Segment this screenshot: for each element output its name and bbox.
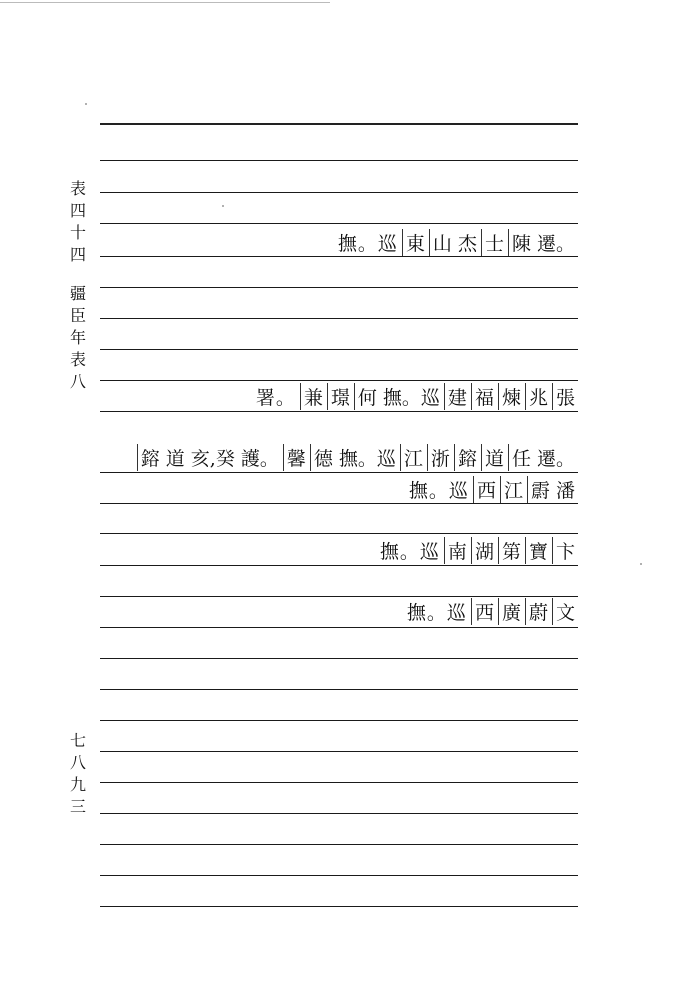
ruled-line (100, 472, 578, 473)
entry-text: 卞 (552, 537, 575, 564)
margin-char: 四 (69, 201, 86, 220)
ruled-line (100, 411, 578, 412)
ruled-line (100, 503, 578, 504)
ruled-line (100, 813, 578, 814)
entry-text: 撫。巡 (408, 479, 469, 502)
ruled-line (100, 689, 578, 690)
entry-text: 東 (402, 229, 425, 256)
entry-text: 第 (498, 537, 521, 564)
margin-char: 十 (69, 223, 86, 242)
entry-row-zhejiang (133, 443, 575, 471)
entry-text: 署。 (255, 386, 296, 409)
scan-speck (222, 205, 224, 207)
entry-text: 蔚 (525, 598, 548, 625)
entry-text: 建 (444, 383, 467, 410)
entry-text: 霨 (527, 476, 550, 503)
margin-char: 七 (69, 731, 86, 750)
entry-text: 浙 (427, 444, 450, 471)
entry-text: 潘 (555, 479, 575, 502)
ruled-line (100, 349, 578, 350)
margin-title-label (68, 283, 88, 393)
ruled-line (100, 256, 578, 257)
scan-speck (640, 563, 642, 565)
margin-char: 三 (69, 797, 86, 816)
entry-text: 任 (508, 444, 531, 471)
ruled-line (100, 782, 578, 783)
scan-edge-line (0, 2, 330, 3)
ruled-line (100, 123, 578, 125)
ruled-line (100, 627, 578, 628)
entry-text: 江 (500, 476, 523, 503)
entry-text: 文 (552, 598, 575, 625)
entry-text: 撫。巡 (379, 540, 440, 563)
entry-text: 道 (165, 447, 185, 470)
entry-text: 煉 (498, 383, 521, 410)
margin-char: 八 (69, 372, 86, 391)
entry-text: 廣 (498, 598, 521, 625)
entry-text: 西 (473, 476, 496, 503)
ruled-line (100, 380, 578, 381)
entry-text: 璟 (327, 383, 350, 410)
margin-char: 四 (69, 245, 86, 264)
entry-text: 鎔 (137, 444, 160, 471)
entry-text: 撫。巡 (406, 601, 467, 624)
entry-text: 何 (354, 383, 377, 410)
entry-row-guangxi (407, 597, 575, 625)
entry-text: 兆 (525, 383, 548, 410)
entry-text: 張 (552, 383, 575, 410)
ruled-line (100, 565, 578, 566)
ruled-line (100, 844, 578, 845)
margin-char: 八 (69, 753, 86, 772)
margin-char: 表 (69, 350, 86, 369)
entry-text: 撫。巡 (338, 447, 396, 470)
entry-text: 士 (481, 229, 504, 256)
entry-text: 山 (429, 229, 452, 256)
margin-char: 表 (69, 179, 86, 198)
margin-char: 九 (69, 775, 86, 794)
entry-text: 道 (481, 444, 504, 471)
entry-text: 馨 (283, 444, 306, 471)
ruled-line (100, 160, 578, 161)
entry-text: 遷。 (536, 447, 575, 470)
entry-row-fujian (256, 382, 575, 410)
ruled-line (100, 720, 578, 721)
entry-text: 鎔 (454, 444, 477, 471)
entry-text: 杰 (457, 232, 477, 255)
entry-row-shandong (338, 228, 575, 256)
entry-text: 德 (310, 444, 333, 471)
entry-row-jiangxi (409, 475, 575, 503)
ruled-line (100, 658, 578, 659)
margin-volume-label (68, 178, 88, 266)
entry-text: 福 (471, 383, 494, 410)
ruled-line (100, 287, 578, 288)
entry-text: 亥,癸 (190, 447, 235, 470)
entry-row-hunan (380, 536, 575, 564)
entry-text: 兼 (300, 383, 323, 410)
ruled-line (100, 906, 578, 907)
entry-text: 寶 (525, 537, 548, 564)
entry-text: 江 (400, 444, 423, 471)
entry-text: 南 (444, 537, 467, 564)
entry-text: 湖 (471, 537, 494, 564)
entry-text: 撫。巡 (382, 386, 440, 409)
ruled-line (100, 318, 578, 319)
margin-char: 年 (69, 328, 86, 347)
ruled-line (100, 751, 578, 752)
ruled-line (100, 533, 578, 534)
ruled-line (100, 223, 578, 224)
ruled-line (100, 875, 578, 876)
ruled-line (100, 192, 578, 193)
entry-text: 遷。 (536, 232, 575, 255)
margin-char: 臣 (69, 306, 86, 325)
entry-text: 西 (471, 598, 494, 625)
margin-page-number (68, 730, 88, 818)
margin-char: 疆 (69, 284, 86, 303)
entry-text: 護。 (240, 447, 279, 470)
scan-speck (85, 103, 87, 105)
entry-text: 撫。巡 (337, 232, 398, 255)
entry-text: 陳 (508, 229, 531, 256)
